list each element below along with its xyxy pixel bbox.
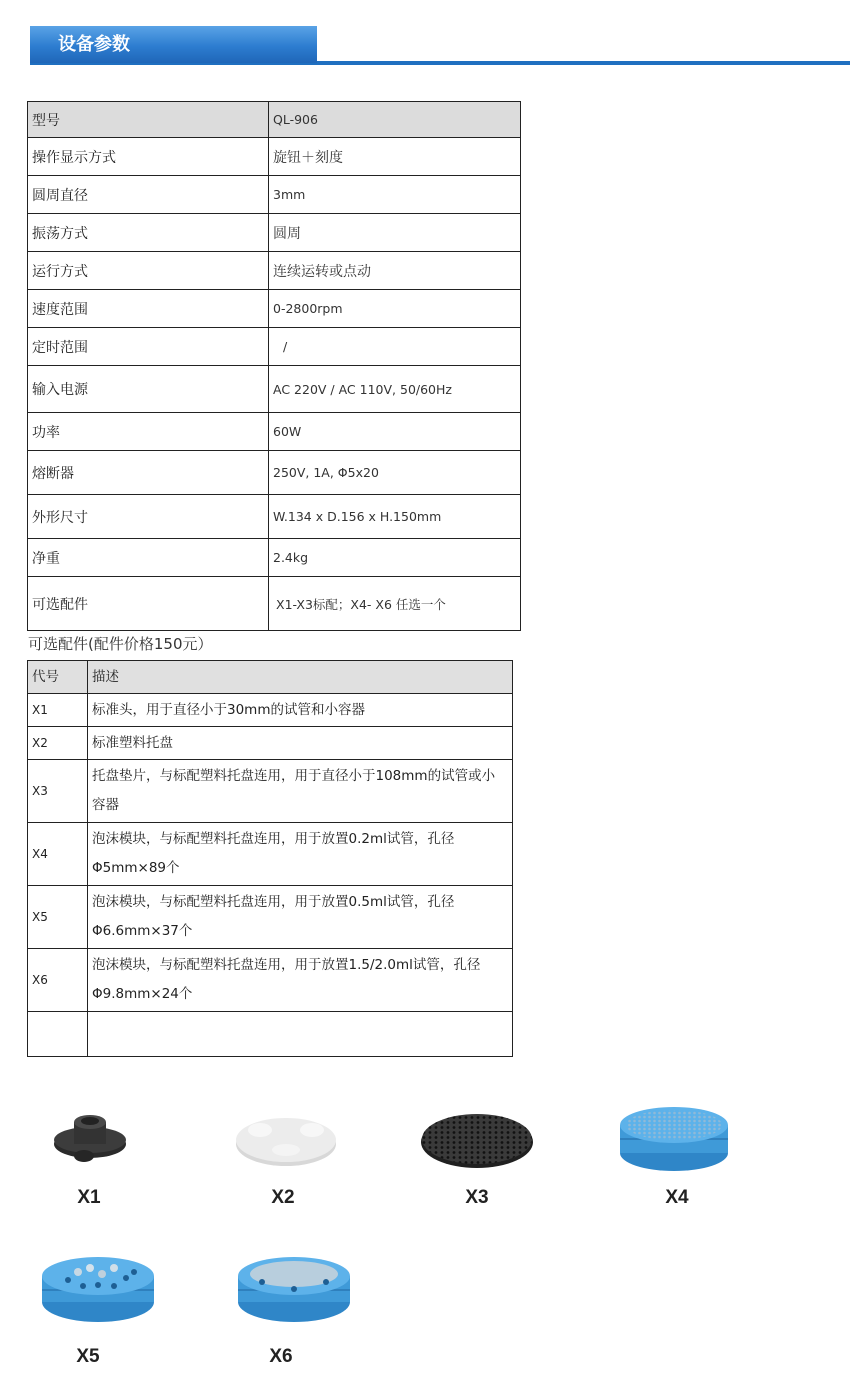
table-row	[28, 366, 521, 413]
spec-label: 定时范围	[28, 328, 269, 366]
table-row	[28, 495, 521, 539]
table-row	[28, 694, 513, 727]
spec-label: 熔断器	[28, 451, 269, 495]
table-row	[28, 577, 521, 631]
table-row	[28, 539, 521, 577]
accessory-desc	[88, 1012, 513, 1057]
product-label-x5: X5	[76, 1346, 100, 1367]
spec-value: 3mm	[269, 176, 521, 214]
table-row	[28, 413, 521, 451]
spec-value: 连续运转或点动	[269, 252, 521, 290]
product-image-x3	[415, 1100, 565, 1240]
table-row	[28, 1012, 513, 1057]
accessory-desc: 泡沫模块，与标配塑料托盘连用，用于放置0.2ml试管，孔径Φ5mm×89个	[88, 823, 513, 886]
accessory-desc: 托盘垫片，与标配塑料托盘连用，用于直径小于108mm的试管或小容器	[88, 760, 513, 823]
table-row	[28, 214, 521, 252]
accessory-desc: 泡沫模块，与标配塑料托盘连用，用于放置0.5ml试管，孔径Φ6.6mm×37个	[88, 886, 513, 949]
product-label-x1: X1	[77, 1187, 101, 1208]
spec-value: 2.4kg	[269, 539, 521, 577]
spec-label: 净重	[28, 539, 269, 577]
spec-label: 输入电源	[28, 366, 269, 413]
spec-value: 圆周	[269, 214, 521, 252]
table-row	[28, 451, 521, 495]
table-row	[28, 823, 513, 886]
spec-label: 运行方式	[28, 252, 269, 290]
spec-label: 圆周直径	[28, 176, 269, 214]
spec-label: 外形尺寸	[28, 495, 269, 539]
spec-value: 旋钮＋刻度	[269, 138, 521, 176]
product-label-x2: X2	[271, 1187, 295, 1208]
spec-label: 型号	[28, 102, 269, 138]
accessory-code	[28, 1012, 88, 1057]
spec-value: W.134 x D.156 x H.150mm	[269, 495, 521, 539]
table-row	[28, 886, 513, 949]
spec-value: QL-906	[269, 102, 521, 138]
accessory-code: X3	[28, 760, 88, 823]
accessory-desc: 标准塑料托盘	[88, 727, 513, 760]
spec-value: AC 220V / AC 110V, 50/60Hz	[269, 366, 521, 413]
product-image-x5	[38, 1252, 188, 1392]
spec-label: 速度范围	[28, 290, 269, 328]
table-row	[28, 102, 521, 138]
spec-label: 功率	[28, 413, 269, 451]
table-row	[28, 760, 513, 823]
product-image-x1	[40, 1100, 190, 1240]
table-row	[28, 727, 513, 760]
table-row	[28, 949, 513, 1012]
table-row	[28, 328, 521, 366]
column-header-desc: 描述	[88, 661, 513, 694]
table-row	[28, 252, 521, 290]
spec-value: /	[269, 328, 521, 366]
column-header-code: 代号	[28, 661, 88, 694]
product-label-x6: X6	[269, 1346, 293, 1367]
product-label-x3: X3	[465, 1187, 489, 1208]
product-image-x2	[230, 1100, 380, 1240]
accessory-code: X5	[28, 886, 88, 949]
section-title: 设备参数	[30, 26, 317, 63]
spec-label: 操作显示方式	[28, 138, 269, 176]
table-row	[28, 176, 521, 214]
accessory-code: X2	[28, 727, 88, 760]
spec-value: 0-2800rpm	[269, 290, 521, 328]
spec-label: 可选配件	[28, 577, 269, 631]
spec-value: X1-X3标配；X4- X6 任选一个	[269, 577, 521, 631]
product-image-x4	[612, 1095, 762, 1235]
spec-table	[27, 101, 521, 631]
table-header-row	[28, 661, 513, 694]
spec-value: 60W	[269, 413, 521, 451]
table-row	[28, 290, 521, 328]
product-image-x6	[234, 1252, 384, 1392]
accessory-desc: 泡沫模块，与标配塑料托盘连用，用于放置1.5/2.0ml试管，孔径Φ9.8mm×24个	[88, 949, 513, 1012]
accessory-code: X6	[28, 949, 88, 1012]
accessories-table	[27, 660, 513, 1057]
product-label-x4: X4	[665, 1187, 689, 1208]
accessories-title: 可选配件(配件价格150元）	[28, 635, 213, 653]
table-row	[28, 138, 521, 176]
spec-value: 250V, 1A, Φ5x20	[269, 451, 521, 495]
spec-label: 振荡方式	[28, 214, 269, 252]
accessory-desc: 标准头，用于直径小于30mm的试管和小容器	[88, 694, 513, 727]
accessory-code: X4	[28, 823, 88, 886]
accessory-code: X1	[28, 694, 88, 727]
